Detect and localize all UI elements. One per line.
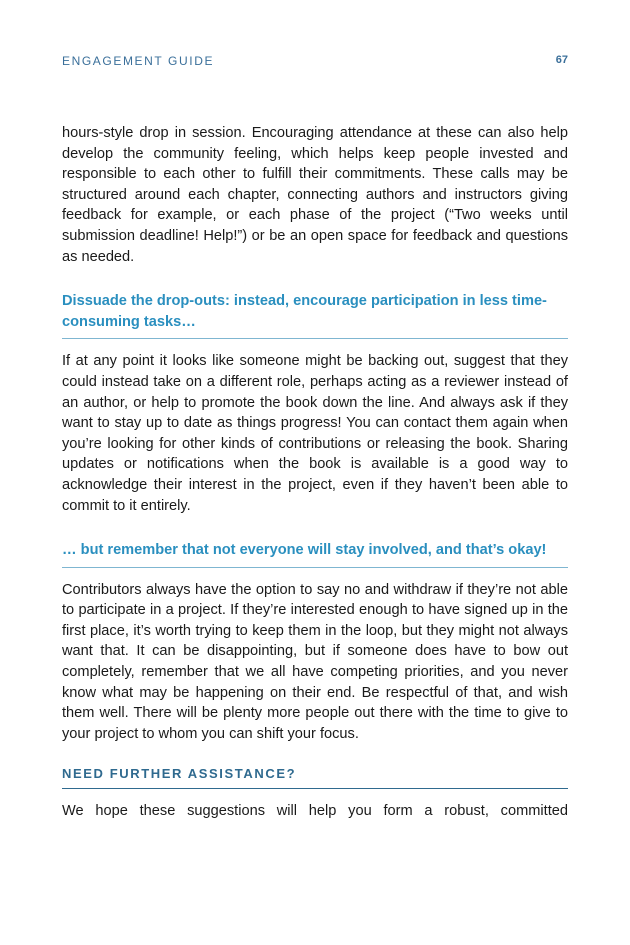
running-title: ENGAGEMENT GUIDE: [62, 54, 215, 68]
page-header: [62, 54, 568, 72]
body-paragraph-3: Contributors always have the option to say no and withdraw if they’re not able to participate in a project. If they’re interested enough to have signed up in the first place, it’s worth trying to keep them in the loop, but they might not always want that. It can be disappointing, but if someone does have to bow out completely, remember that we all have competing priorities, and you never know what may be happening on their end. Be respectful of that, and wish them well. There will be plenty more people out there with the time to give to your project to whom you can shift your focus.: [62, 581, 568, 742]
page-number: 67: [555, 54, 568, 66]
body-paragraph-2: If at any point it looks like someone might be backing out, suggest that they could instead take on a different role, perhaps acting as a reviewer instead of an author, or help to promote the book down the line. And always ask if they want to stay up to date as things progress! You can contact them again when you’re looking for other kinds of contributions or releasing the book. Sharing updates or notifications when the book is available is a good way to acknowledge their interest in the project, even if they haven’t been able to commit to it entirely.: [62, 353, 568, 514]
page-content: [62, 123, 568, 822]
spacer: [62, 789, 568, 801]
subheading-dissuade-drop-outs: Dissuade the drop-outs: instead, encourage participation in less time-consuming tasks…: [62, 291, 568, 339]
body-paragraph-1: hours-style drop in session. Encouraging attendance at these can also help develop the community feeling, which helps keep people invested and responsible to each other to fulfill their commitments. These calls may be structured around each chapter, connecting authors and instructors giving feedback for example, or each phase of the project (“Two weeks until submission deadline! Help!”) or be an open space for feedback and questions as needed.: [62, 125, 568, 265]
spacer: [62, 568, 568, 580]
body-paragraph-4: We hope these suggestions will help you form a robust, committed: [62, 803, 568, 820]
subheading-not-everyone-stays: … but remember that not everyone will stay involved, and that’s okay!: [62, 540, 568, 568]
spacer: [62, 339, 568, 351]
section-heading-further-assistance: NEED FURTHER ASSISTANCE?: [62, 766, 568, 789]
